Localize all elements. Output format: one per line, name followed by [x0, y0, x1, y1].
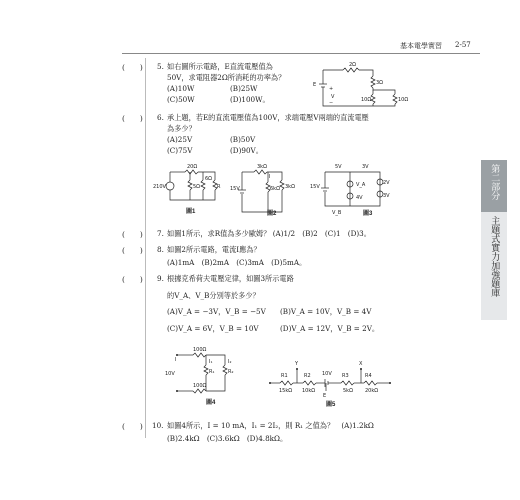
header-title: 基本電學實習 [400, 42, 442, 50]
fig3-v4-label: 4V [356, 195, 363, 201]
figure-4-circuit [165, 345, 255, 405]
fig5-r3-label: R3 [342, 373, 349, 379]
q5-e-label: E [313, 82, 317, 88]
q5-r10a-label: 10Ω [361, 97, 372, 103]
fig3-v3b-label: 3V [383, 193, 390, 199]
fig5-r1-label: R1 [281, 373, 288, 379]
question-text: 為多少？ [167, 124, 196, 133]
answer-paren: ( ) [122, 230, 143, 239]
figure-2-caption: 圖2 [267, 211, 277, 217]
fig2-r6k-label: 6kΩ [270, 186, 280, 192]
option-c: (C)50W [167, 95, 195, 104]
fig3-src-label: 15V [310, 184, 320, 190]
column-divider [145, 58, 146, 438]
fig5-v3-label: 5kΩ [343, 388, 353, 394]
fig4-r100a-label: 100Ω [193, 347, 207, 353]
figure-5-caption: 圖5 [326, 402, 336, 408]
fig3-vb-label: V_B [332, 210, 342, 216]
fig1-r20-label: 20Ω [187, 164, 198, 170]
q5-r3-label: 3Ω [376, 80, 384, 86]
figure-5-circuit [265, 355, 405, 405]
figure-1-caption: 圖1 [186, 209, 196, 215]
section-label: 第二部分 [489, 164, 500, 200]
option-d: (D)100W。 [230, 95, 270, 104]
topic-label: 主題式實力加強題庫 [489, 216, 500, 297]
fig5-e-label: E [323, 393, 327, 399]
fig5-v1-label: 15kΩ [279, 388, 293, 394]
question-text: 的V_A、V_B分別等於多少？ [167, 291, 260, 300]
question-number: 8. [157, 245, 164, 254]
question-text: 根據克希荷夫電壓定律，如圖3所示電路 [167, 274, 294, 283]
fig5-r2-label: R2 [304, 373, 311, 379]
fig1-r5-label: 5Ω [193, 184, 201, 190]
question-number: 6. [157, 113, 164, 122]
page-number: 2-57 [455, 41, 471, 49]
figure-3-caption: 圖3 [363, 211, 373, 217]
question-text: 50V，求電阻器2Ω所消耗的功率為？ [167, 73, 286, 82]
fig2-src-label: 15V [230, 186, 240, 192]
option-c: (C)75V [167, 146, 193, 155]
answer-paren: ( ) [122, 114, 143, 123]
fig5-y-label: Y [295, 361, 299, 367]
option-b: (B)V_A = 10V，V_B = 4V [280, 307, 372, 316]
answer-paren: ( ) [122, 422, 143, 431]
answer-paren: ( ) [122, 246, 143, 255]
option-b: (B)50V [230, 135, 256, 144]
question-number: 5. [157, 62, 164, 71]
fig1-r6-label: 6Ω [205, 176, 213, 182]
fig1-src-label: 210V [153, 184, 166, 190]
fig5-src-label: 10V [322, 371, 332, 377]
figure-4-caption: 圖4 [206, 400, 216, 406]
fig3-va-label: V_A [356, 182, 366, 188]
fig5-v4-label: 20kΩ [365, 388, 379, 394]
option-a: (A)10W [167, 84, 195, 93]
question-number: 9. [157, 274, 164, 283]
fig2-r3k2-label: 3kΩ [285, 184, 295, 190]
q5-v-label: V [331, 94, 335, 100]
question-text: 如圖4所示，I = 10 mA，I₁ = 2I₂，則 R₁ 之值為？ (A)1.2kΩ [167, 421, 374, 430]
fig2-i-label: I [269, 174, 271, 180]
q5-circuit [313, 60, 409, 110]
q5-minus-label: − [329, 100, 334, 106]
q5-plus-label: + [329, 86, 334, 92]
option-a: (A)V_A = −3V，V_B = −5V [167, 307, 266, 316]
section-tab [481, 160, 507, 320]
option-a: (A)25V [167, 135, 193, 144]
fig3-v3-label: 3V [362, 164, 369, 170]
q5-r10b-label: 10Ω [398, 97, 409, 103]
fig4-src-label: 10V [165, 371, 175, 377]
fig4-i2-label: I₂ [228, 359, 232, 365]
question-number: 7. [157, 229, 164, 238]
fig1-r-label: R [217, 184, 221, 190]
fig4-r1-label: R₁ [209, 369, 215, 375]
option-d: (D)V_A = 12V，V_B = 2V。 [280, 324, 380, 333]
question-text: 如圖1所示，求R值為多少歐姆？ (A)1/2 (B)2 (C)1 (D)3。 [167, 229, 371, 238]
question-text: 如圖2所示電路，電流I應為？ [167, 245, 261, 254]
question-text: 承上題，若E的直流電壓值為100V，求端電壓V兩端的直流電壓 [167, 113, 369, 122]
figure-3-circuit [310, 162, 390, 217]
fig4-r2-label: R₂ [228, 369, 234, 375]
fig2-r3k-label: 3kΩ [257, 164, 267, 170]
fig5-r4-label: R4 [365, 373, 372, 379]
option-b: (B)25W [230, 84, 258, 93]
question-text: 如右圖所示電路，E直流電壓值為 [167, 62, 273, 71]
fig4-r100b-label: 100Ω [193, 383, 207, 389]
option-c: (C)V_A = 6V，V_B = 10V [167, 324, 259, 333]
fig5-x-label: X [359, 361, 363, 367]
fig4-i1-label: I₁ [209, 359, 213, 365]
fig5-v2-label: 10kΩ [302, 388, 316, 394]
options-line: (B)2.4kΩ (C)3.6kΩ (D)4.8kΩ。 [167, 434, 288, 443]
option-d: (D)90V。 [230, 146, 263, 155]
fig4-i-label: I [175, 357, 177, 363]
header-divider [122, 53, 480, 54]
answer-paren: ( ) [122, 275, 143, 284]
fig3-v5-label: 5V [335, 164, 342, 170]
q5-r2-label: 2Ω [349, 62, 357, 68]
answer-paren: ( ) [122, 63, 143, 72]
fig3-v2-label: 2V [383, 180, 390, 186]
question-number: 10. [152, 421, 164, 430]
options-line: (A)1mA (B)2mA (C)3mA (D)5mA。 [167, 258, 307, 267]
